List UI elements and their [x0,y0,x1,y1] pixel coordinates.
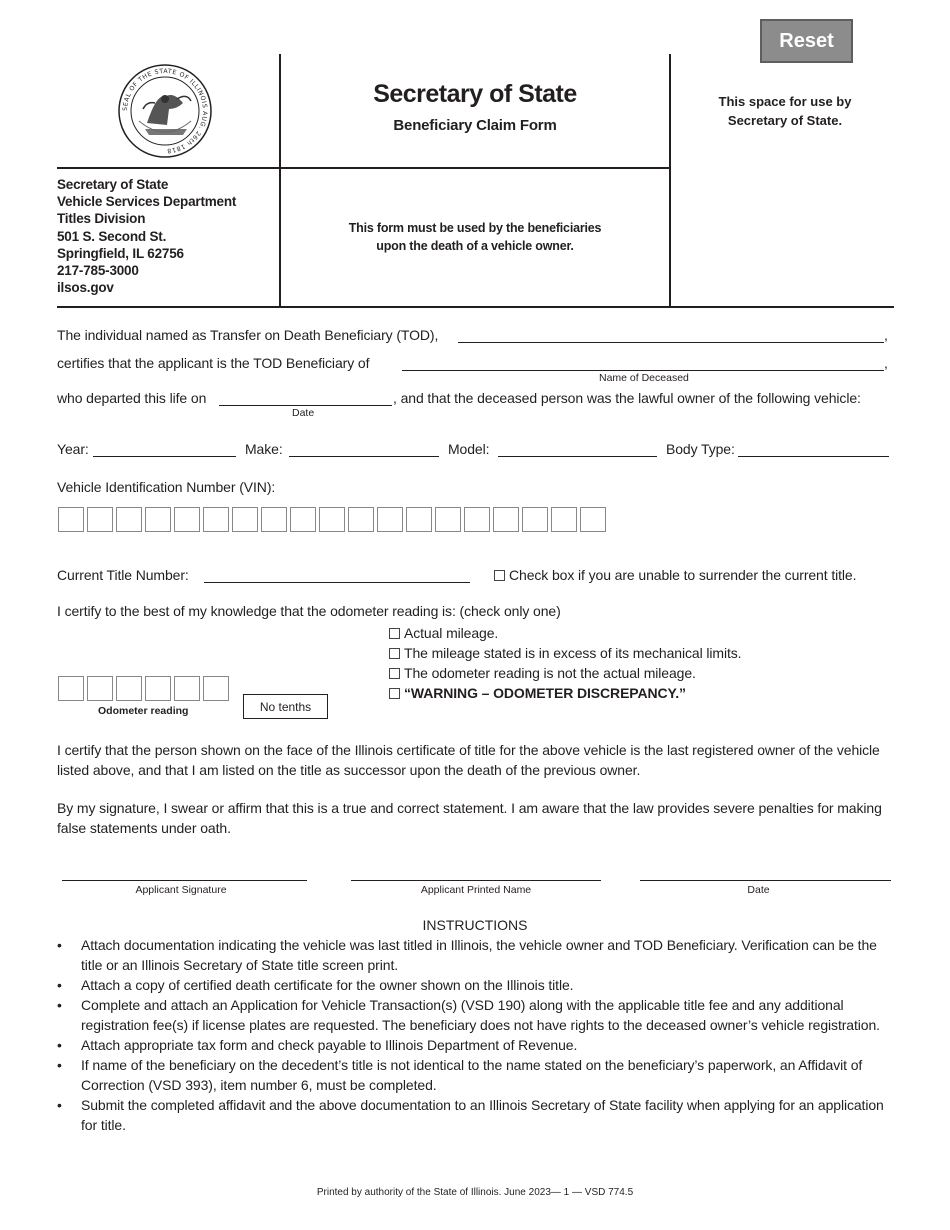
header-divider-mid [57,167,670,169]
odometer-option-warning[interactable] [389,685,686,701]
vin-character-box[interactable] [232,507,258,532]
odometer-discrepancy-checkbox[interactable] [389,688,400,699]
current-title-label: Current Title Number: [57,567,189,583]
vin-character-box[interactable] [464,507,490,532]
odometer-digit-box[interactable] [58,676,84,701]
option-label: Actual mileage. [404,625,499,641]
option-label: The odometer reading is not the actual mileage. [404,665,696,681]
footer-note: Printed by authority of the State of Illinois. June 2023— 1 — VSD 774.5 [316,1187,634,1198]
vin-character-box[interactable] [290,507,316,532]
reset-button[interactable]: Reset [760,19,853,63]
odometer-digit-box[interactable] [87,676,113,701]
office-use-note: This space for use by Secretary of State. [718,94,852,128]
not-actual-mileage-checkbox[interactable] [389,668,400,679]
year-field[interactable] [93,456,236,457]
vin-character-box[interactable] [116,507,142,532]
page-title: Secretary of State [373,80,577,108]
vehicle-ownership-statement: , and that the deceased person was the lawful owner of the following vehicle: [393,390,861,406]
vin-character-box[interactable] [435,507,461,532]
certify-owner-paragraph: I certify that the person shown on the face of the Illinois certificate of title for the above vehicle is the last registered owner of the vehicle listed above, and that I am listed on the title as successor upon the death of the previous owner. [57,742,880,778]
odometer-reading-label: Odometer reading [98,705,189,717]
vin-character-box[interactable] [580,507,606,532]
date-of-death-label: who departed this life on [57,390,207,406]
tod-beneficiary-label: The individual named as Transfer on Death Beneficiary (TOD), [57,327,439,343]
vin-character-box[interactable] [319,507,345,532]
odometer-option-not-actual[interactable] [389,665,696,681]
list-item: • Submit the completed affidavit and the above documentation to an Illinois Secretary of State facility when applying for an application for title. [57,1097,884,1133]
tod-beneficiary-field[interactable] [458,342,884,343]
body-type-label: Body Type: [666,441,735,457]
vin-character-box[interactable] [551,507,577,532]
current-title-field[interactable] [204,582,470,583]
applicant-signature-label: Applicant Signature [135,884,227,896]
vin-character-box[interactable] [145,507,171,532]
odometer-digit-box[interactable] [116,676,142,701]
make-label: Make: [245,441,283,457]
vin-label: Vehicle Identification Number (VIN): [57,479,276,495]
body-type-field[interactable] [738,456,889,457]
vin-character-box[interactable] [174,507,200,532]
instructions-heading: INSTRUCTIONS [422,917,528,933]
deceased-name-label: certifies that the applicant is the TOD Beneficiary of [57,355,370,371]
instructions-list [57,935,897,1135]
applicant-signature-field[interactable] [62,880,307,881]
signature-statement-paragraph: By my signature, I swear or affirm that this is a true and correct statement. I am aware that the law provides severe penalties for making false statements under oath. [57,800,882,836]
list-item: • Attach a copy of certified death certificate for the owner shown on the Illinois title. [57,977,574,993]
header-bottom-rule [57,306,894,308]
odometer-option-actual[interactable] [389,625,498,641]
svg-text:SEAL OF THE STATE OF ILLINOIS: SEAL OF THE STATE OF ILLINOIS AUG. 26th 1818 [121,67,209,155]
odometer-option-excess[interactable] [389,645,741,661]
list-item: • Attach appropriate tax form and check payable to Illinois Department of Revenue. [57,1037,578,1053]
option-label: The mileage stated is in excess of its mechanical limits. [404,645,742,661]
unable-to-surrender-label: Check box if you are unable to surrender the current title. [509,567,857,583]
vin-character-box[interactable] [493,507,519,532]
odometer-certify-text: I certify to the best of my knowledge that the odometer reading is: (check only one) [57,603,561,619]
unable-to-surrender-option[interactable] [494,567,856,583]
applicant-printed-name-field[interactable] [351,880,601,881]
comma: , [884,327,888,343]
applicant-printed-name-label: Applicant Printed Name [420,884,532,896]
comma: , [884,355,888,371]
make-field[interactable] [289,456,439,457]
vin-character-box[interactable] [58,507,84,532]
vin-character-box[interactable] [406,507,432,532]
vin-character-box[interactable] [261,507,287,532]
list-item: • Attach documentation indicating the vehicle was last titled in Illinois, the vehicle owner and TOD Beneficiary. Verification can be the title or an Illinois Secretary of State title screen print. [57,937,877,973]
vin-character-box[interactable] [522,507,548,532]
state-seal-icon [117,63,213,159]
actual-mileage-checkbox[interactable] [389,628,400,639]
vin-character-box[interactable] [377,507,403,532]
unable-to-surrender-checkbox[interactable] [494,570,505,581]
year-label: Year: [57,441,89,457]
form-subtitle: Beneficiary Claim Form [393,117,557,134]
deceased-name-sublabel: Name of Deceased [599,372,689,384]
deceased-name-field[interactable] [402,370,884,371]
odometer-digit-box[interactable] [145,676,171,701]
model-field[interactable] [498,456,657,457]
option-label: “WARNING – ODOMETER DISCREPANCY.” [404,685,686,701]
date-sublabel: Date [292,407,315,419]
odometer-digit-box[interactable] [174,676,200,701]
odometer-digit-box[interactable] [203,676,229,701]
date-of-death-field[interactable] [219,405,392,406]
vin-character-box[interactable] [348,507,374,532]
list-item: • Complete and attach an Application for Vehicle Transaction(s) (VSD 190) along with the applicable title fee and any additional registration fee(s) if license plates are requested. The beneficiary does not have rights to the deceased owner’s vehicle registration. [57,997,880,1033]
list-item: • If name of the beneficiary on the decedent’s title is not identical to the name stated on the beneficiary’s paperwork, an Affidavit of Correction (VSD 393), item number 6, must be completed. [57,1057,863,1093]
office-address: Secretary of State Vehicle Services Department Titles Division 501 S. Second St. Springfield, IL 62756 217-785-3000 ilsos.gov [57,177,237,296]
vin-character-box[interactable] [87,507,113,532]
signature-date-field[interactable] [640,880,891,881]
no-tenths-box: No tenths [243,694,328,719]
form-usage-note: This form must be used by the beneficiaries upon the death of a vehicle owner. [348,221,602,253]
excess-mileage-checkbox[interactable] [389,648,400,659]
signature-date-label: Date [747,884,770,896]
model-label: Model: [448,441,490,457]
vin-character-box[interactable] [203,507,229,532]
